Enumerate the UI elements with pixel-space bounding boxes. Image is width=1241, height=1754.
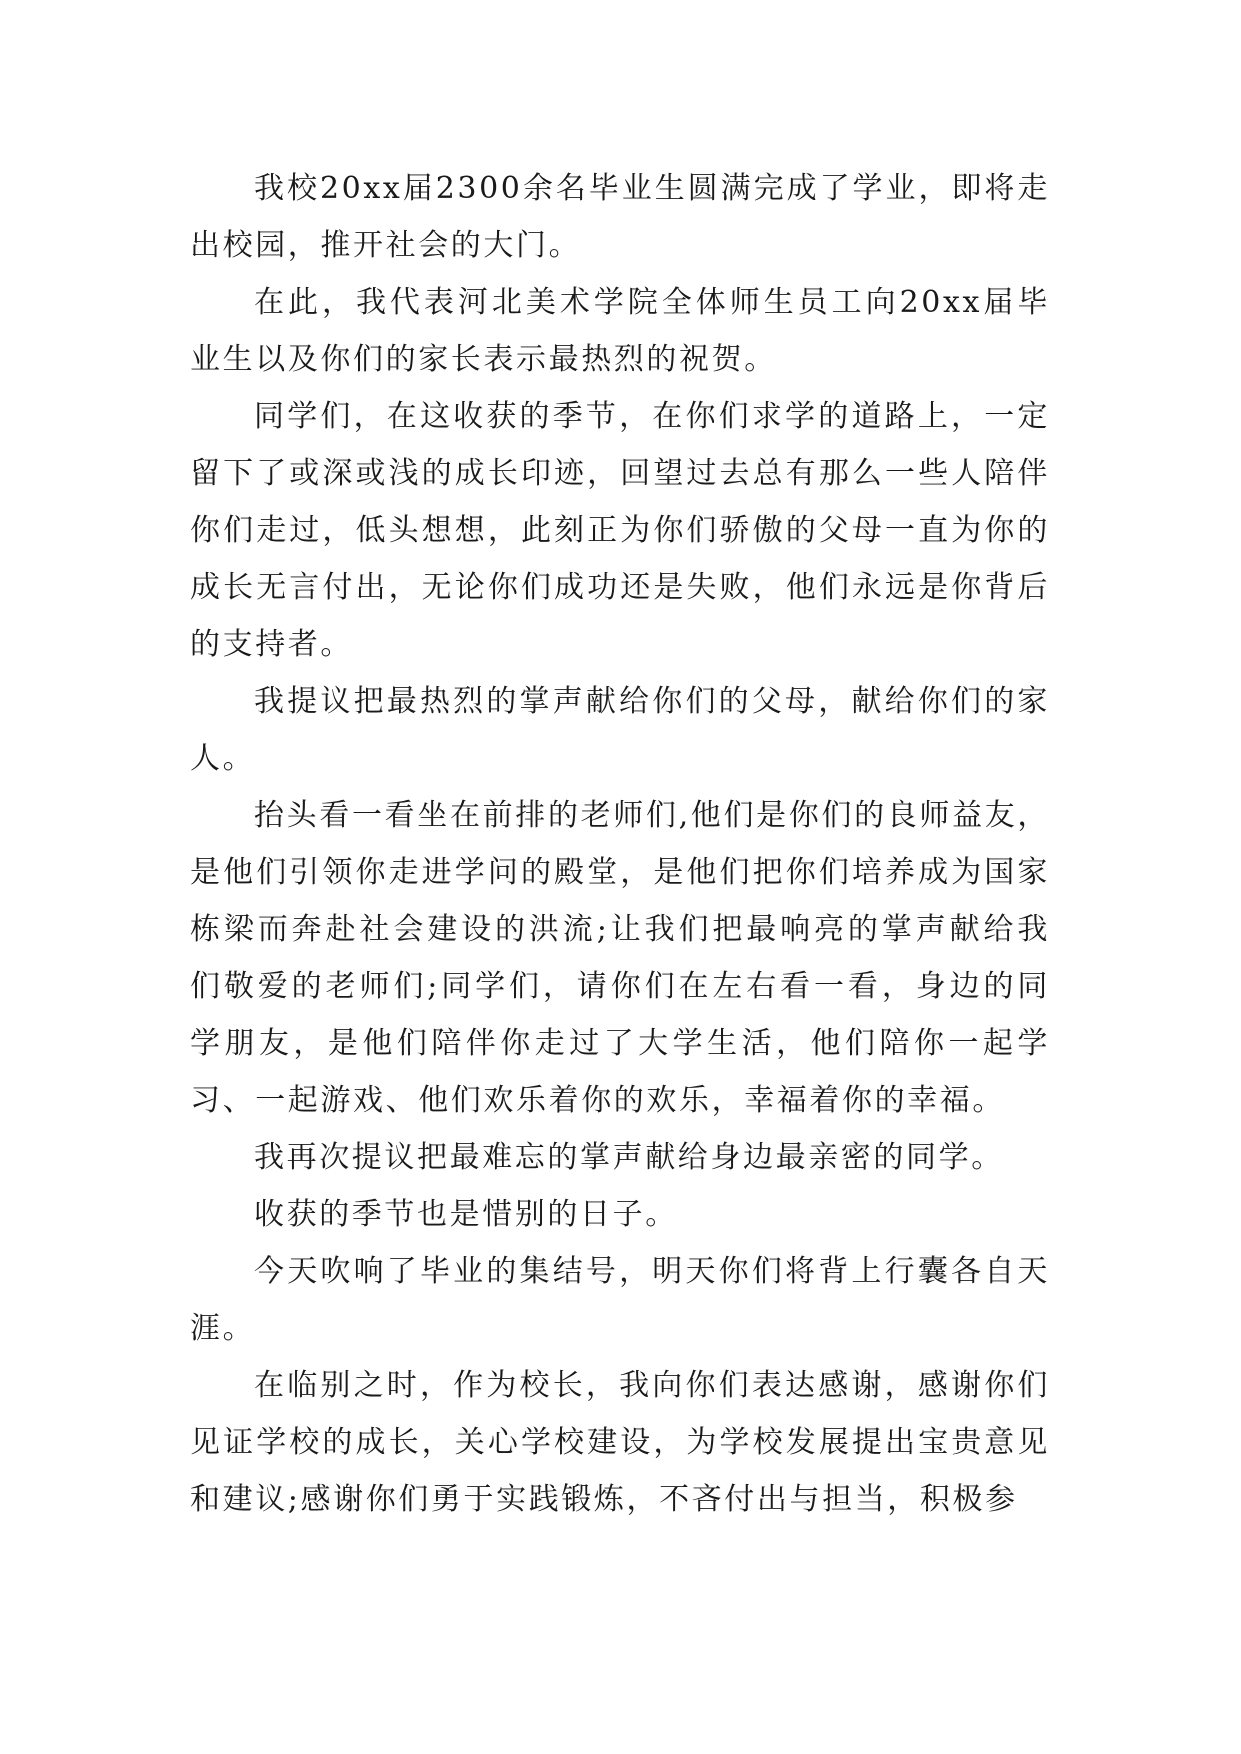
paragraph: 在临别之时，作为校长，我向你们表达感谢，感谢你们见证学校的成长，关心学校建设，为学校发展提出宝贵意见和建议;感谢你们勇于实践锻炼，不吝付出与担当，积极参 — [190, 1368, 1050, 1517]
paragraph: 收获的季节也是惜别的日子。 — [254, 1197, 678, 1232]
paragraph: 今天吹响了毕业的集结号，明天你们将背上行囊各自天涯。 — [190, 1254, 1050, 1346]
paragraph: 同学们，在这收获的季节，在你们求学的道路上，一定留下了或深或浅的成长印迹，回望过去总有那么一些人陪伴你们走过，低头想想，此刻正为你们骄傲的父母一直为你的成长无言付出，无论你们成功还是失败，他们永远是你背后的支持者。 — [190, 399, 1050, 662]
document-body — [190, 160, 1050, 1528]
paragraph: 我校20xx届2300余名毕业生圆满完成了学业，即将走出校园，推开社会的大门。 — [190, 171, 1050, 263]
paragraph: 在此，我代表河北美术学院全体师生员工向20xx届毕业生以及你们的家长表示最热烈的祝贺。 — [190, 285, 1050, 377]
paragraph: 我提议把最热烈的掌声献给你们的父母，献给你们的家人。 — [190, 684, 1050, 776]
paragraph: 我再次提议把最难忘的掌声献给身边最亲密的同学。 — [254, 1140, 1004, 1175]
paragraph: 抬头看一看坐在前排的老师们,他们是你们的良师益友，是他们引领你走进学问的殿堂，是他们把你们培养成为国家栋梁而奔赴社会建设的洪流;让我们把最响亮的掌声献给我们敬爱的老师们;同学们，请你们在左右看一看，身边的同学朋友，是他们陪伴你走过了大学生活，他们陪你一起学习、一起游戏、他们欢乐着你的欢乐，幸福着你的幸福。 — [190, 798, 1050, 1118]
